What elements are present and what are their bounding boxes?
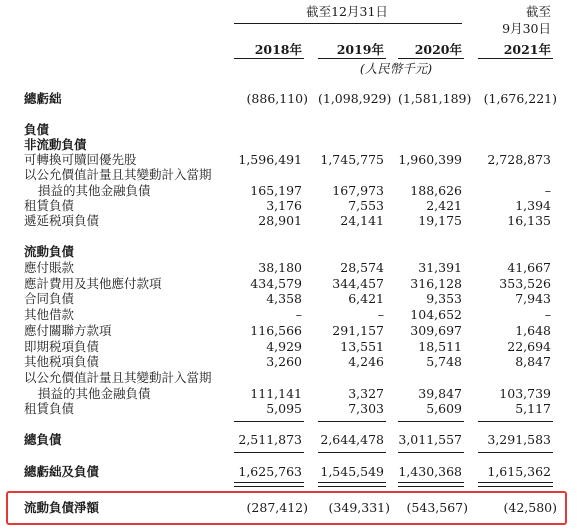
cell: 167,973 <box>332 183 384 198</box>
cell: 1,430,368 <box>398 464 462 479</box>
total-double-rule <box>234 482 304 487</box>
cell: 2,421 <box>426 198 462 213</box>
cell: 7,943 <box>515 291 551 306</box>
current-title: 流動負債 <box>24 244 75 259</box>
cell: 316,128 <box>410 276 462 291</box>
cell: 5,117 <box>515 401 551 416</box>
header-last-title-line2: 9月30日 <box>502 21 551 36</box>
cell: 5,609 <box>426 401 462 416</box>
row-label: 即期税項負債 <box>24 339 100 354</box>
subtotal-rule <box>478 421 553 422</box>
deficit-2020: (1,581,189) <box>398 91 472 106</box>
year-2018: 2018年 <box>254 42 302 57</box>
cell: 188,626 <box>410 183 462 198</box>
cell: 344,457 <box>332 276 384 291</box>
cell: 4,929 <box>266 339 302 354</box>
subtotal-rule <box>398 452 464 453</box>
cell: 28,574 <box>340 260 384 275</box>
row-label: 損益的其他金融負債 <box>38 386 151 401</box>
cell: 39,847 <box>418 386 462 401</box>
cell: – <box>544 183 551 198</box>
cell: 16,135 <box>507 213 551 228</box>
cell: 1,648 <box>515 323 551 338</box>
cell: 2,644,478 <box>320 432 384 447</box>
cell: 5,095 <box>266 401 302 416</box>
cell: 3,011,557 <box>398 432 462 447</box>
cell: 1,745,775 <box>320 152 384 167</box>
row-label: 租賃負債 <box>24 401 75 416</box>
subtotal-rule <box>318 421 386 422</box>
year-rule <box>478 58 553 59</box>
year-2021: 2021年 <box>503 42 551 57</box>
cell: 1,394 <box>515 198 551 213</box>
cell: 3,291,583 <box>487 432 551 447</box>
row-label: 應付賬款 <box>24 260 75 275</box>
year-rule <box>398 58 464 59</box>
cell: 291,157 <box>332 323 384 338</box>
cell: 4,358 <box>266 291 302 306</box>
subtotal-rule <box>478 452 553 453</box>
cell: (42,580) <box>503 500 557 515</box>
header-last-title-line1: 截至 <box>525 4 551 19</box>
total-double-rule <box>478 482 553 487</box>
row-label: 以公允價值計量且其變動計入當期 <box>24 167 212 182</box>
cell: 4,246 <box>348 354 384 369</box>
cell: 1,596,491 <box>238 152 302 167</box>
cell: 165,197 <box>250 183 302 198</box>
cell: – <box>544 307 551 322</box>
deficit-2018: (886,110) <box>246 91 308 106</box>
cell: (543,567) <box>406 500 468 515</box>
net-current-liabilities-label: 流動負債淨額 <box>24 500 100 515</box>
cell: 1,625,763 <box>238 464 302 479</box>
cell: 9,353 <box>426 291 462 306</box>
cell: 1,960,399 <box>398 152 462 167</box>
cell: (349,331) <box>328 500 390 515</box>
cell: 3,327 <box>348 386 384 401</box>
year-rule <box>318 58 386 59</box>
cell: 309,697 <box>410 323 462 338</box>
deficit-2019: (1,098,929) <box>318 91 392 106</box>
cell: 1,545,549 <box>320 464 384 479</box>
cell: 24,141 <box>340 213 384 228</box>
cell: (287,412) <box>246 500 308 515</box>
cell: 434,579 <box>250 276 302 291</box>
row-label: 其他税項負債 <box>24 354 100 369</box>
subtotal-rule <box>398 421 464 422</box>
header-group-title: 截至12月31日 <box>306 4 388 19</box>
cell: 7,553 <box>348 198 384 213</box>
cell: 8,847 <box>515 354 551 369</box>
cell: 41,667 <box>507 260 551 275</box>
subtotal-rule <box>318 452 386 453</box>
cell: 103,739 <box>499 386 551 401</box>
row-label: 租賃負債 <box>24 198 75 213</box>
row-label: 應計費用及其他應付款項 <box>24 276 162 291</box>
row-label: 遞延税項負債 <box>24 213 100 228</box>
row-label: 其他借款 <box>24 307 75 322</box>
cell: 7,303 <box>348 401 384 416</box>
deficit-and-liabilities-label: 總虧絀及負債 <box>24 464 100 479</box>
cell: 2,511,873 <box>238 432 302 447</box>
cell: 353,526 <box>499 276 551 291</box>
cell: 116,566 <box>250 323 302 338</box>
cell: 18,511 <box>418 339 462 354</box>
row-label: 合同負債 <box>24 291 75 306</box>
row-label: 損益的其他金融負債 <box>38 183 151 198</box>
cell: 1,615,362 <box>487 464 551 479</box>
cell: 3,176 <box>266 198 302 213</box>
cell: 2,728,873 <box>487 152 551 167</box>
total-double-rule <box>318 482 386 487</box>
unit-label: (人民幣千元) <box>359 61 433 76</box>
year-rule <box>234 58 304 59</box>
cell: 13,551 <box>340 339 384 354</box>
cell: 3,260 <box>266 354 302 369</box>
row-label: 應付關聯方款項 <box>24 323 112 338</box>
cell: – <box>377 307 384 322</box>
cell: 5,748 <box>426 354 462 369</box>
total-double-rule <box>398 482 464 487</box>
cell: 111,141 <box>250 386 302 401</box>
cell: 22,694 <box>507 339 551 354</box>
subtotal-rule <box>234 421 304 422</box>
liabilities-title: 負債 <box>24 122 50 137</box>
cell: 19,175 <box>418 213 462 228</box>
cell: 38,180 <box>258 260 302 275</box>
noncurrent-title: 非流動負債 <box>24 137 87 152</box>
year-2019: 2019年 <box>336 42 384 57</box>
cell: 28,901 <box>258 213 302 228</box>
subtotal-rule <box>234 452 304 453</box>
deficit-label: 總虧絀 <box>24 91 62 106</box>
cell: 31,391 <box>418 260 462 275</box>
header-group-rule <box>234 23 462 24</box>
cell: – <box>295 307 302 322</box>
row-label: 可轉換可贖回優先股 <box>24 152 137 167</box>
total-liabilities-label: 總負債 <box>24 432 62 447</box>
row-label: 以公允價值計量且其變動計入當期 <box>24 370 212 385</box>
cell: 6,421 <box>348 291 384 306</box>
year-2020: 2020年 <box>414 42 462 57</box>
deficit-2021: (1,676,221) <box>483 91 557 106</box>
cell: 104,652 <box>410 307 462 322</box>
